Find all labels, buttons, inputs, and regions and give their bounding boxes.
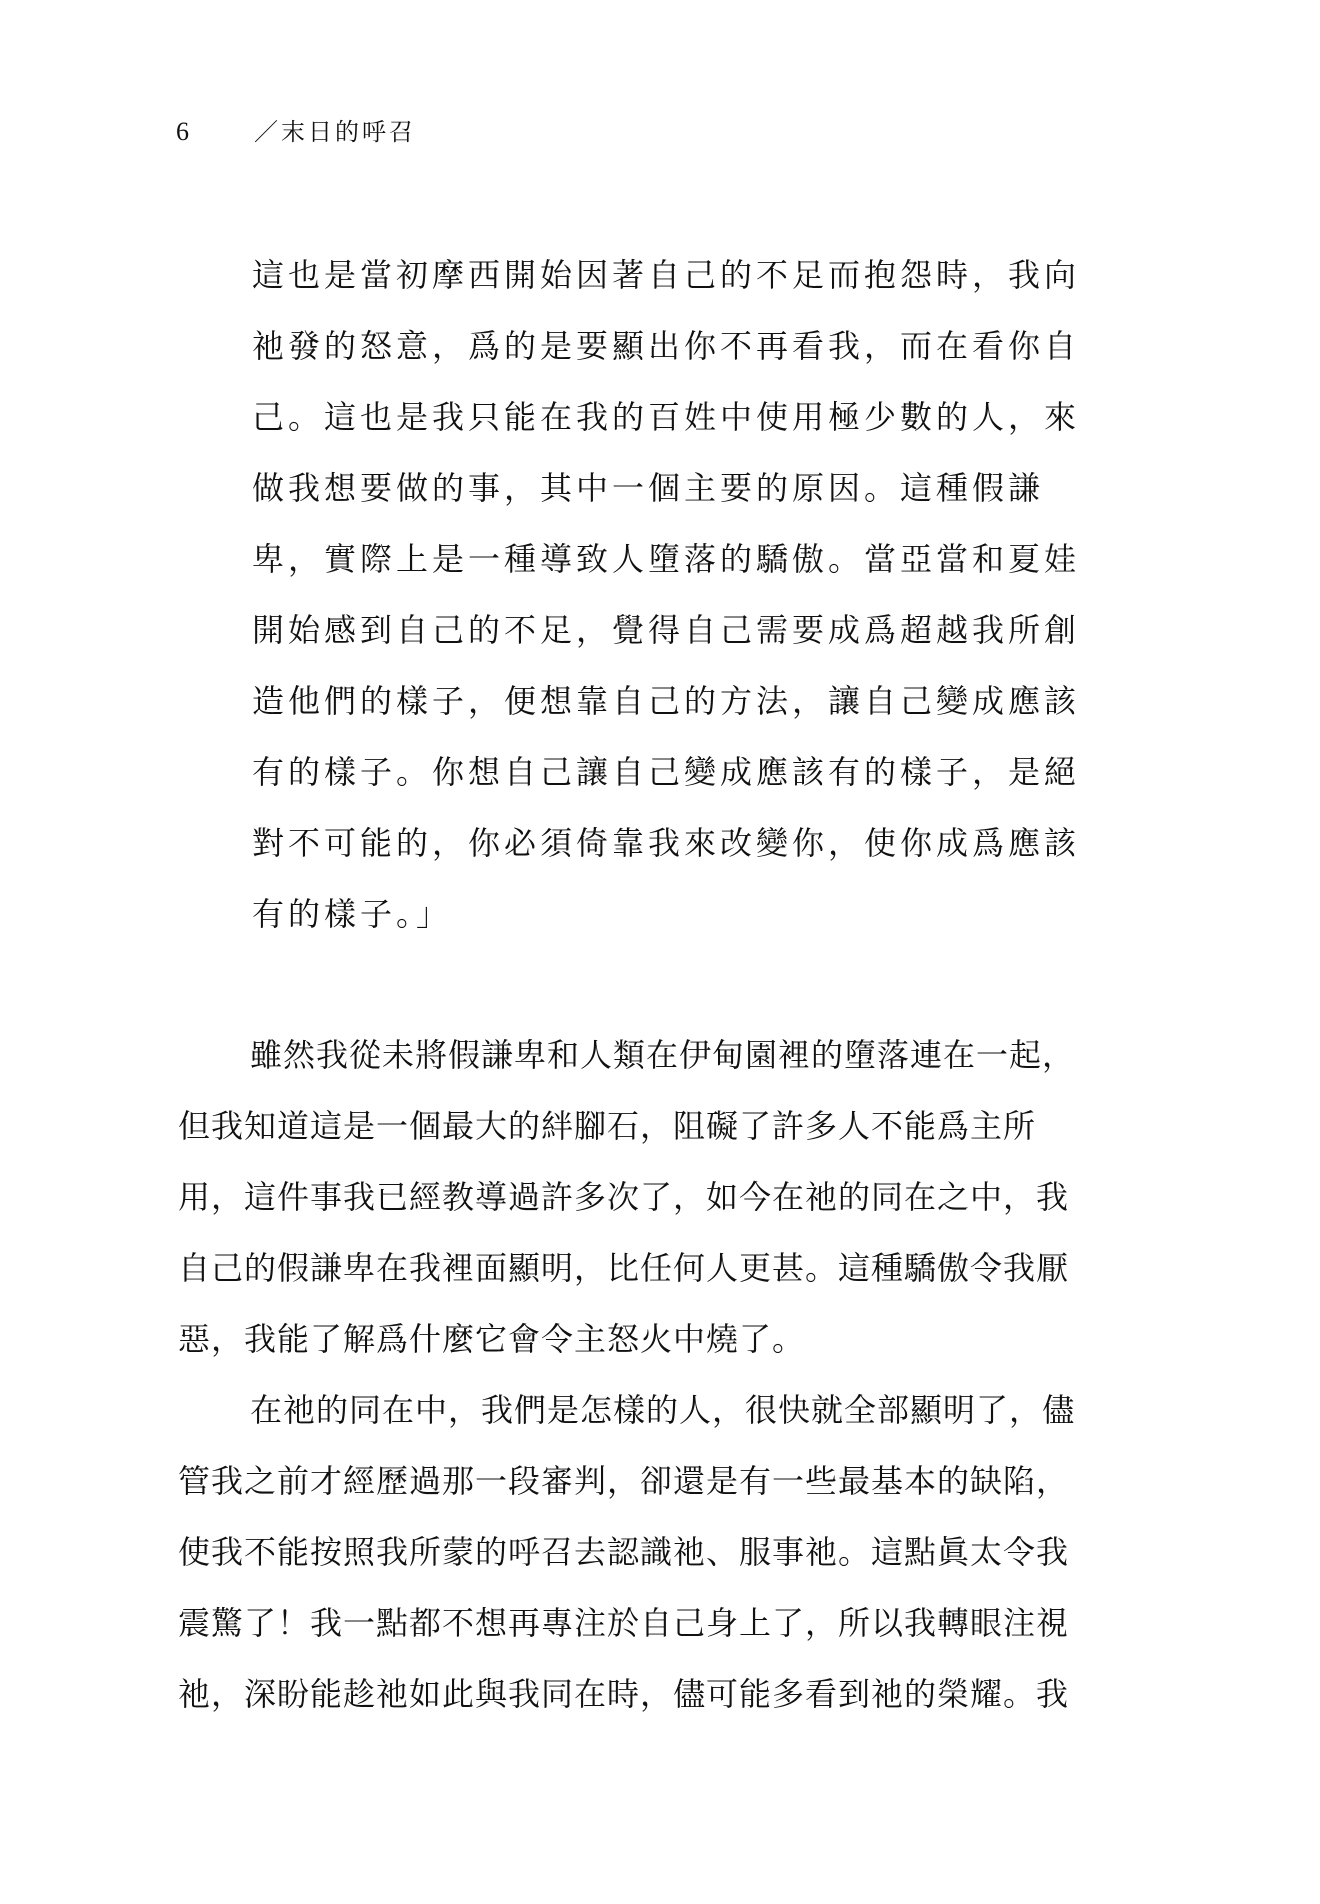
paragraph-2 xyxy=(178,1375,1138,1730)
page-header xyxy=(176,112,416,152)
body-line: 用，這件事我已經教導過許多次了，如今在祂的同在之中，我 xyxy=(178,1178,1070,1216)
body-line: 祂，深盼能趁祂如此與我同在時，儘可能多看到祂的榮耀。我 xyxy=(178,1675,1070,1713)
page-number: 6 xyxy=(176,117,189,146)
quote-line: 己。這也是我只能在我的百姓中使用極少數的人，來 xyxy=(252,398,1081,436)
quote-line: 開始感到自己的不足，覺得自己需要成爲超越我所創 xyxy=(252,611,1081,649)
body-line: 惡，我能了解爲什麼它會令主怒火中燒了。 xyxy=(178,1320,806,1358)
quote-line: 祂發的怒意，爲的是要顯出你不再看我，而在看你自 xyxy=(252,327,1081,365)
quote-line: 做我想要做的事，其中一個主要的原因。這種假謙 xyxy=(252,469,1045,507)
body-line: 在祂的同在中，我們是怎樣的人，很快就全部顯明了，儘 xyxy=(250,1391,1076,1429)
paragraph-1 xyxy=(178,1020,1138,1375)
running-title: ／末日的呼召 xyxy=(254,118,416,146)
body-line: 但我知道這是一個最大的絆腳石，阻礙了許多人不能爲主所 xyxy=(178,1107,1037,1145)
body-line: 雖然我從未將假謙卑和人類在伊甸園裡的墮落連在一起， xyxy=(250,1036,1076,1074)
body-line: 使我不能按照我所蒙的呼召去認識祂、服事祂。這點眞太令我 xyxy=(178,1533,1070,1571)
quote-line: 對不可能的，你必須倚靠我來改變你，使你成爲應該 xyxy=(252,824,1081,862)
quote-block xyxy=(252,240,1081,950)
quote-line: 這也是當初摩西開始因著自己的不足而抱怨時，我向 xyxy=(252,256,1081,294)
body-line: 管我之前才經歷過那一段審判，卻還是有一些最基本的缺陷， xyxy=(178,1462,1070,1500)
quote-line: 造他們的樣子，便想靠自己的方法，讓自己變成應該 xyxy=(252,682,1081,720)
body-text xyxy=(178,1020,1138,1730)
body-line: 震驚了！我一點都不想再專注於自己身上了，所以我轉眼注視 xyxy=(178,1604,1070,1642)
body-line: 自己的假謙卑在我裡面顯明，比任何人更甚。這種驕傲令我厭 xyxy=(178,1249,1070,1287)
quote-line: 有的樣子。你想自己讓自己變成應該有的樣子，是絕 xyxy=(252,753,1081,791)
quote-line: 卑，實際上是一種導致人墮落的驕傲。當亞當和夏娃 xyxy=(252,540,1081,578)
quote-line: 有的樣子。」 xyxy=(252,895,453,933)
